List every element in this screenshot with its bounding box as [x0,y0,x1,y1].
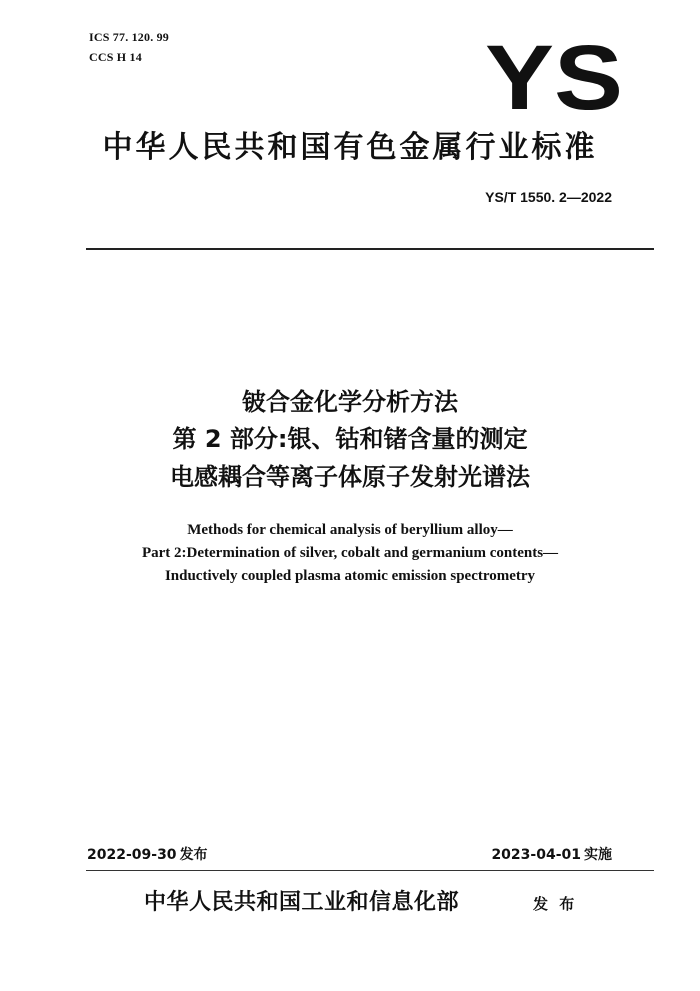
title-en-line-1: Methods for chemical analysis of beryllium alloy— [187,522,513,538]
standard-category-title: 中华人民共和国有色金属行业标准 [102,130,598,165]
title-cn-line-1: 铍合金化学分析方法 [242,388,458,416]
ys-logo [484,38,624,114]
ics-code: ICS 77. 120. 99 [89,30,170,44]
issue-label: 发布 [179,847,208,863]
ys-logo-text: YS [485,38,623,114]
publish-label: 发 布 [533,895,578,913]
footer-divider [86,870,654,871]
title-en-line-3: Inductively coupled plasma atomic emission spectrometry [164,568,536,584]
title-cn-line-3: 电感耦合等离子体原子发射光谱法 [170,463,530,491]
header-divider [86,248,654,250]
issue-date: 2022-09-30 [87,847,177,863]
implement-label: 实施 [584,847,612,863]
implement-date-block [491,846,612,864]
title-en-line-2: Part 2:Determination of silver, cobalt and germanium contents— [141,545,559,561]
implement-date: 2023-04-01 [491,847,581,863]
issue-date-block [87,846,208,864]
publisher-name: 中华人民共和国工业和信息化部 [144,890,460,915]
title-cn-line-2: 第 2 部分:银、钴和锗含量的测定 [172,425,528,453]
standard-code: YS/T 1550. 2—2022 [485,189,612,205]
ccs-code: CCS H 14 [89,50,142,64]
